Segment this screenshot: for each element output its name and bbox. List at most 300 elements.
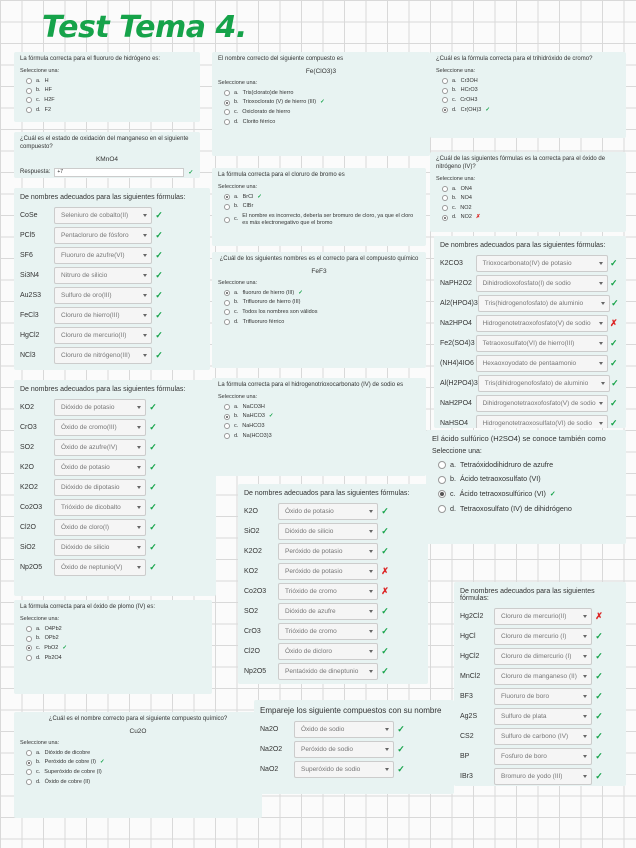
option-text: Tris(clorato)de hierro — [242, 89, 294, 96]
matching-row — [20, 347, 204, 364]
formula-label: KO2 — [244, 568, 259, 575]
check-icon: ✓ — [610, 358, 618, 368]
matching-title: De nombres adecuados para las siguientes fórmulas: — [244, 490, 410, 497]
option-c[interactable] — [224, 213, 420, 226]
check-icon: ✓ — [397, 744, 405, 754]
check-icon: ✓ — [155, 330, 163, 340]
formula-label: K2O — [244, 508, 259, 515]
radio-button[interactable] — [442, 215, 448, 221]
answer-dropdown[interactable]: Peróxido de potasio — [278, 543, 378, 560]
check-icon: ✓ — [595, 751, 603, 761]
answer-dropdown[interactable]: Dióxido de azufre — [278, 603, 378, 620]
check-icon: ✓ — [381, 546, 389, 556]
answer-dropdown[interactable]: Cloruro de mercurio(II) — [494, 608, 592, 625]
radio-button[interactable] — [26, 88, 32, 94]
option-text: Trifluoruro de hierro (III) — [242, 299, 301, 306]
answer-dropdown[interactable]: Cloruro de mercurio (I) — [494, 628, 592, 645]
option-text: ON4 — [460, 185, 472, 192]
question-card-oxidation — [14, 132, 200, 178]
matching-card-4 — [254, 700, 454, 794]
option-text: Superóxido de cobre (I) — [44, 768, 102, 775]
option-a[interactable] — [26, 78, 194, 85]
answer-dropdown[interactable]: Fluoruro de boro — [494, 688, 592, 705]
radio-button[interactable] — [224, 119, 230, 125]
check-icon: ✓ — [595, 771, 603, 781]
radio-button[interactable] — [442, 205, 448, 211]
radio-button[interactable] — [26, 97, 32, 103]
option-text: Oxiclorato de hierro — [242, 108, 291, 115]
option-b[interactable] — [442, 87, 620, 94]
answer-dropdown[interactable]: Hidrogenotetraoxofosfato(V) de sodio — [476, 315, 608, 332]
matching-row — [260, 721, 448, 738]
formula-label: Ag2S — [460, 713, 478, 720]
check-icon: ✓ — [155, 210, 163, 220]
formula-label: BP — [460, 753, 470, 760]
option-c[interactable] — [224, 109, 424, 116]
matching-row — [460, 708, 620, 725]
radio-button[interactable] — [26, 626, 32, 632]
answer-dropdown[interactable]: Trióxido de dicobalto — [54, 499, 146, 516]
formula-label: K2O — [20, 464, 35, 471]
check-icon: ✓ — [381, 626, 389, 636]
answer-dropdown[interactable]: Pentaóxido de dineptunio — [278, 663, 378, 680]
radio-button[interactable] — [442, 97, 448, 103]
option-a[interactable] — [438, 461, 620, 470]
matching-row — [20, 307, 204, 324]
answer-dropdown[interactable]: Óxido de cloro(I) — [54, 519, 146, 536]
select-label: Seleccione una: — [20, 615, 60, 622]
formula-label: SO2 — [244, 608, 259, 615]
matching-row — [460, 748, 620, 765]
radio-button[interactable] — [442, 88, 448, 94]
matching-row — [244, 663, 422, 680]
option-b[interactable] — [442, 195, 620, 202]
formula-label: Al(H2PO4)3 — [440, 380, 478, 387]
answer-dropdown[interactable]: Bromuro de yodo (III) — [494, 768, 592, 785]
option-d[interactable] — [442, 214, 620, 221]
matching-row — [460, 608, 620, 625]
matching-row — [20, 227, 204, 244]
answer-dropdown[interactable]: Dióxido de silicio — [278, 523, 378, 540]
radio-button[interactable] — [26, 655, 32, 661]
matching-row — [260, 741, 448, 758]
answer-dropdown[interactable]: Sulfuro de carbono (IV) — [494, 728, 592, 745]
formula-label: Fe2(SO4)3 — [440, 340, 475, 347]
formula-label: Na2HPO4 — [440, 320, 472, 327]
options-list — [218, 194, 420, 226]
option-letter: c. — [36, 644, 41, 651]
matching-row — [20, 539, 210, 556]
question-card-fe-clo3 — [212, 52, 430, 156]
matching-rows — [20, 399, 210, 576]
question-text: La fórmula correcta para el hidrogenotrioxocarbonato (IV) de sodio es — [218, 382, 404, 388]
formula-label: NaPH2O2 — [440, 280, 472, 287]
option-letter: b. — [36, 759, 41, 766]
option-letter: c. — [234, 216, 239, 223]
option-d[interactable] — [224, 319, 420, 326]
options-list — [436, 186, 620, 221]
option-c[interactable] — [224, 423, 420, 430]
matching-row — [244, 563, 422, 580]
select-label: Seleccione una: — [20, 67, 60, 74]
option-d[interactable] — [442, 107, 620, 114]
page-title: Test Tema 4. — [42, 10, 247, 45]
answer-row — [20, 168, 194, 177]
option-text: H2F — [44, 96, 55, 103]
option-text: Clorito férrico — [242, 118, 276, 125]
formula-label: HgCl2 — [460, 653, 480, 660]
matching-card-6 — [454, 582, 626, 786]
answer-dropdown[interactable]: Óxido de azufre(IV) — [54, 439, 146, 456]
option-letter: c. — [234, 308, 239, 315]
radio-button[interactable] — [224, 100, 230, 106]
radio-button[interactable] — [224, 309, 230, 315]
option-a[interactable] — [224, 290, 420, 297]
radio-button[interactable] — [438, 476, 446, 484]
answer-dropdown[interactable]: Trióxido de cromo — [278, 623, 378, 640]
radio-button[interactable] — [224, 290, 230, 296]
matching-row — [460, 688, 620, 705]
option-a[interactable] — [442, 78, 620, 85]
option-a[interactable] — [26, 626, 206, 633]
option-text: fluoruro de hierro (III) — [242, 289, 295, 296]
radio-button[interactable] — [26, 769, 32, 775]
answer-dropdown[interactable]: Cloruro de hierro(III) — [54, 307, 152, 324]
option-text: ClBr — [242, 203, 254, 210]
option-text: Tetraóxidodihidruro de azufre — [460, 459, 554, 469]
check-icon: ✓ — [595, 651, 603, 661]
check-icon: ✓ — [381, 666, 389, 676]
check-icon: ✓ — [610, 338, 618, 348]
matching-card-2 — [14, 380, 216, 596]
option-c[interactable] — [224, 309, 420, 316]
answer-dropdown[interactable]: Óxido de cromo(III) — [54, 419, 146, 436]
compound-formula: Cu2O — [129, 727, 147, 735]
check-icon: ✓ — [298, 289, 303, 296]
check-icon: ✓ — [155, 310, 163, 320]
formula-label: FeCl3 — [20, 312, 39, 319]
radio-button[interactable] — [224, 194, 230, 200]
answer-dropdown[interactable]: Pentacloruro de fósforo — [54, 227, 152, 244]
radio-button[interactable] — [224, 433, 230, 439]
radio-button[interactable] — [224, 204, 230, 210]
answer-dropdown[interactable]: Dióxido de potasio — [54, 399, 146, 416]
option-a[interactable] — [224, 194, 420, 201]
radio-button[interactable] — [442, 186, 448, 192]
answer-dropdown[interactable]: Cloruro de manganeso (II) — [494, 668, 592, 685]
option-text: Óxido de cobre (II) — [44, 778, 91, 785]
option-text: PbO2 — [44, 644, 59, 651]
option-d[interactable] — [438, 505, 620, 514]
formula-label: CS2 — [460, 733, 474, 740]
option-b[interactable] — [224, 203, 420, 210]
option-text: BrCl — [242, 193, 254, 200]
select-label: Seleccione una: — [20, 739, 60, 746]
question-card-hf — [14, 52, 200, 122]
answer-dropdown[interactable]: Nitruro de silicio — [54, 267, 152, 284]
matching-title: De nombres adecuados para las siguientes fórmulas: — [20, 194, 186, 201]
question-card-nahco3 — [212, 378, 426, 476]
answer-dropdown[interactable]: Cloruro de dimercurio (I) — [494, 648, 592, 665]
answer-dropdown[interactable]: Óxido de potasio — [278, 503, 378, 520]
select-label: Seleccione una: — [436, 67, 476, 74]
option-letter: c. — [450, 489, 456, 499]
check-icon: ✓ — [611, 378, 619, 388]
formula-label: Np2O5 — [20, 564, 43, 571]
check-icon: ✓ — [610, 398, 618, 408]
cross-icon: ✗ — [595, 611, 603, 621]
answer-dropdown[interactable]: Trioxocarbonato(IV) de potasio — [476, 255, 608, 272]
option-b[interactable] — [26, 635, 206, 642]
check-icon: ✓ — [149, 522, 157, 532]
option-a[interactable] — [224, 404, 420, 411]
option-b[interactable] — [224, 413, 420, 420]
check-icon: ✓ — [257, 193, 262, 200]
answer-dropdown[interactable]: Fosfuro de boro — [494, 748, 592, 765]
radio-button[interactable] — [26, 78, 32, 84]
option-b[interactable] — [26, 87, 194, 94]
answer-dropdown[interactable]: Sulfuro de plata — [494, 708, 592, 725]
option-d[interactable] — [26, 655, 206, 662]
option-text: Ácido tetraoxosulfúrico (VI) — [459, 489, 546, 499]
option-text: HF — [44, 87, 52, 94]
radio-button[interactable] — [224, 217, 230, 223]
option-text: OPb2 — [44, 635, 59, 642]
radio-button[interactable] — [224, 109, 230, 115]
radio-button[interactable] — [442, 195, 448, 201]
answer-dropdown[interactable]: Dióxido de dipotasio — [54, 479, 146, 496]
answer-dropdown[interactable]: Óxido de neptunio(V) — [54, 559, 146, 576]
answer-label: Respuesta: — [20, 169, 51, 176]
answer-dropdown[interactable]: Fluoruro de azufre(VI) — [54, 247, 152, 264]
option-a[interactable] — [442, 186, 620, 193]
option-text: Dióxido de dicobre — [44, 749, 91, 756]
matching-row — [440, 375, 620, 392]
formula-label: SiO2 — [244, 528, 260, 535]
options-list — [218, 404, 420, 439]
matching-row — [244, 503, 422, 520]
option-text: NaCO3H — [242, 403, 265, 410]
matching-row — [440, 355, 620, 372]
matching-title: De nombres adecuados para las siguientes fórmulas: — [440, 242, 606, 249]
matching-row — [440, 295, 620, 312]
option-b[interactable] — [224, 299, 420, 306]
formula-label: CoSe — [20, 212, 38, 219]
formula-label: Cl2O — [20, 524, 36, 531]
option-b[interactable] — [438, 475, 620, 484]
answer-dropdown[interactable]: Tris(hidrogenofosfato) de aluminio — [478, 295, 610, 312]
matching-row — [244, 543, 422, 560]
matching-row — [244, 603, 422, 620]
check-icon: ✓ — [149, 502, 157, 512]
answer-dropdown[interactable]: Tetraoxosulfato(VI) de hierro(III) — [476, 335, 608, 352]
formula-label: Co2O3 — [20, 504, 43, 511]
option-d[interactable] — [224, 119, 424, 126]
answer-dropdown[interactable]: Tris(dihidrogenofosfato) de aluminio — [478, 375, 610, 392]
answer-dropdown[interactable]: Peróxido de potasio — [278, 563, 378, 580]
option-letter: c. — [36, 768, 41, 775]
option-text: Tetraoxosulfato (IV) de dihidrógeno — [460, 503, 572, 513]
formula-label: HgCl2 — [20, 332, 40, 339]
compound-formula: KMnO4 — [95, 155, 119, 163]
check-icon: ✓ — [381, 606, 389, 616]
matching-row — [460, 628, 620, 645]
radio-button[interactable] — [26, 779, 32, 785]
matching-row — [440, 315, 620, 332]
radio-button[interactable] — [442, 78, 448, 84]
answer-dropdown[interactable]: Dihidrogenotetraoxofosfato(V) de sodio — [476, 395, 608, 412]
answer-dropdown[interactable]: Seleniuro de cobalto(II) — [54, 207, 152, 224]
formula-label: NCl3 — [20, 352, 36, 359]
radio-button[interactable] — [224, 423, 230, 429]
answer-dropdown[interactable]: Hidrogenotetraoxosulfato(VI) de sodio — [476, 415, 608, 428]
check-icon: ✓ — [155, 290, 163, 300]
option-letter: b. — [450, 474, 456, 484]
check-icon: ✓ — [381, 506, 389, 516]
matching-row — [20, 439, 210, 456]
check-icon: ✓ — [595, 711, 603, 721]
compound-formula: Fe(ClO3)3 — [305, 67, 337, 75]
option-d[interactable] — [224, 433, 420, 440]
radio-button[interactable] — [438, 490, 446, 498]
matching-row — [260, 761, 448, 778]
radio-button[interactable] — [438, 505, 446, 513]
check-icon: ✓ — [155, 250, 163, 260]
option-letter: d. — [450, 503, 456, 513]
radio-button[interactable] — [224, 90, 230, 96]
radio-button[interactable] — [26, 750, 32, 756]
answer-dropdown[interactable]: Trióxido de cromo — [278, 583, 378, 600]
answer-dropdown[interactable]: Hexaoxoyodato de pentaamonio — [476, 355, 608, 372]
option-c[interactable] — [442, 97, 620, 104]
answer-dropdown[interactable]: Sulfuro de oro(III) — [54, 287, 152, 304]
matching-row — [20, 559, 210, 576]
formula-label: K2O2 — [20, 484, 38, 491]
check-icon: ✓ — [611, 298, 619, 308]
radio-button[interactable] — [224, 404, 230, 410]
check-icon: ✓ — [549, 489, 556, 499]
check-icon: ✓ — [595, 731, 603, 741]
matching-row — [460, 668, 620, 685]
check-icon: ✓ — [99, 759, 105, 766]
answer-dropdown[interactable]: Peróxido de sodio — [294, 741, 394, 758]
radio-button[interactable] — [26, 645, 32, 651]
option-c[interactable] — [26, 769, 256, 776]
matching-row — [20, 267, 204, 284]
formula-label: NaH2PO4 — [440, 400, 472, 407]
options-list — [218, 90, 424, 125]
radio-button[interactable] — [224, 319, 230, 325]
question-text: ¿Cuál de los siguientes nombres es el correcto para el compuesto químico — [219, 256, 419, 262]
formula-label: Au2S3 — [20, 292, 42, 299]
check-icon: ✓ — [188, 169, 194, 176]
option-text: El nombre es incorrecto, debería ser bromuro de cloro, ya que el cloro es más electronegativo que el bromo — [242, 212, 414, 226]
option-c[interactable] — [26, 97, 194, 104]
radio-button[interactable] — [224, 414, 230, 420]
answer-dropdown[interactable]: Óxido de dicloro — [278, 643, 378, 660]
answer-dropdown[interactable]: Dihidrodioxofosfato(I) de sodio — [476, 275, 608, 292]
question-card-no2 — [430, 152, 626, 232]
radio-button[interactable] — [26, 636, 32, 642]
option-text: O4Pb2 — [44, 625, 62, 632]
radio-button[interactable] — [224, 300, 230, 306]
answer-dropdown[interactable]: Óxido de potasio — [54, 459, 146, 476]
answer-dropdown[interactable]: Dióxido de silicio — [54, 539, 146, 556]
matching-row — [244, 643, 422, 660]
option-letter: b. — [234, 99, 239, 106]
option-letter: a. — [234, 89, 239, 96]
matching-row — [20, 419, 210, 436]
formula-label: (NH4)4IO6 — [440, 360, 474, 367]
formula-label: Hg2Cl2 — [460, 613, 484, 620]
check-icon: ✓ — [610, 418, 618, 428]
matching-row — [440, 395, 620, 412]
matching-title: De nombres adecuados para las siguientes fórmulas: — [460, 588, 595, 602]
option-letter: d. — [234, 432, 239, 439]
answer-dropdown[interactable]: Superóxido de sodio — [294, 761, 394, 778]
radio-button[interactable] — [442, 107, 448, 113]
check-icon: ✓ — [149, 402, 157, 412]
select-label: Seleccione una: — [218, 79, 258, 86]
option-text: CrOH3 — [460, 96, 478, 103]
option-c[interactable] — [438, 490, 620, 499]
option-d[interactable] — [26, 107, 194, 114]
matching-rows — [260, 721, 448, 778]
formula-label: PCl5 — [20, 232, 36, 239]
option-text: Na(HCO3)3 — [242, 432, 272, 439]
check-icon: ✓ — [610, 258, 618, 268]
option-letter: a. — [452, 185, 457, 192]
option-b[interactable] — [26, 759, 256, 766]
answer-dropdown[interactable]: Cloruro de nitrógeno(III) — [54, 347, 152, 364]
option-text: NaHCO3 — [242, 413, 265, 420]
matching-row — [460, 768, 620, 785]
option-c[interactable] — [26, 645, 206, 652]
option-letter: b. — [234, 203, 239, 210]
answer-input[interactable]: +7 — [54, 168, 184, 177]
option-c[interactable] — [442, 205, 620, 212]
radio-button[interactable] — [438, 461, 446, 469]
check-icon: ✓ — [62, 644, 67, 651]
matching-row — [440, 255, 620, 272]
option-text: NO4 — [460, 195, 472, 202]
option-d[interactable] — [26, 779, 256, 786]
option-a[interactable] — [26, 750, 256, 757]
check-icon: ✓ — [149, 462, 157, 472]
option-text: Trioxoclorato (V) de hierro (III) — [242, 99, 317, 106]
formula-label: Co2O3 — [244, 588, 267, 595]
formula-label: Na2O — [260, 726, 279, 733]
options-list — [20, 78, 194, 113]
option-letter: b. — [36, 87, 41, 94]
answer-dropdown[interactable]: Óxido de sodio — [294, 721, 394, 738]
matching-row — [244, 583, 422, 600]
formula-label: IBr3 — [460, 773, 473, 780]
radio-button[interactable] — [26, 760, 32, 766]
matching-rows — [460, 608, 620, 786]
question-text: La fórmula correcta para el fluoruro de hidrógeno es: — [20, 56, 161, 62]
formula-label: Cl2O — [244, 648, 260, 655]
radio-button[interactable] — [26, 107, 32, 113]
option-letter: a. — [452, 77, 457, 84]
option-letter: b. — [36, 635, 41, 642]
formula-label: Si3N4 — [20, 272, 40, 279]
answer-dropdown[interactable]: Cloruro de mercurio(II) — [54, 327, 152, 344]
option-a[interactable] — [224, 90, 424, 97]
option-b[interactable] — [224, 99, 424, 106]
question-text: La fórmula correcta para el óxido de plomo (IV) es: — [20, 604, 156, 610]
check-icon: ✓ — [397, 764, 405, 774]
